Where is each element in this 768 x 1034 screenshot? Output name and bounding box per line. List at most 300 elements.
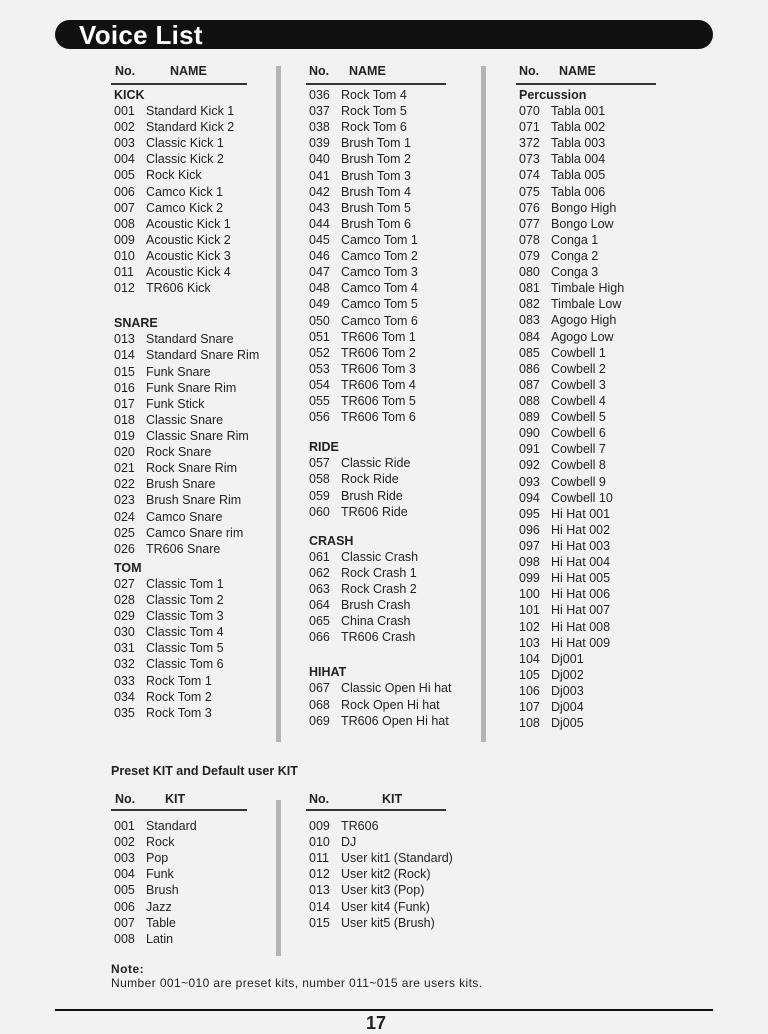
item-name: Hi Hat 008	[551, 619, 611, 634]
section-heading: RIDE	[309, 440, 339, 455]
item-name: Classic Kick 2	[146, 152, 224, 167]
list-item	[309, 151, 451, 167]
item-name: Camco Tom 6	[341, 313, 418, 328]
item-name: Cowbell 10	[551, 490, 613, 505]
item-number: 060	[309, 504, 330, 519]
list-item	[519, 393, 624, 409]
list-item	[114, 200, 259, 216]
list-item	[114, 380, 259, 396]
list-item	[114, 396, 259, 412]
section-heading: HIHAT	[309, 665, 347, 680]
list-item	[519, 345, 624, 361]
list-item	[519, 329, 624, 345]
item-name: Camco Tom 2	[341, 249, 418, 264]
list-item	[114, 216, 259, 232]
footer-rule	[55, 1009, 713, 1011]
item-number: 006	[114, 899, 135, 914]
list-item	[519, 457, 624, 473]
item-name: Rock	[146, 835, 175, 850]
item-number: 074	[519, 168, 540, 183]
col3-header-rule	[516, 83, 656, 85]
item-name: Dj005	[551, 716, 584, 731]
list-item	[309, 296, 451, 312]
list-item	[309, 377, 451, 393]
page-title: Voice List	[79, 20, 203, 50]
item-number: 051	[309, 329, 330, 344]
list-item	[519, 651, 624, 667]
item-number: 098	[519, 555, 540, 570]
item-number: 003	[114, 136, 135, 151]
item-number: 002	[114, 835, 135, 850]
item-number: 006	[114, 184, 135, 199]
item-name: Tabla 006	[551, 184, 606, 199]
item-name: Classic Tom 3	[146, 609, 224, 624]
item-number: 007	[114, 915, 135, 930]
item-number: 054	[309, 377, 330, 392]
item-name: Tabla 001	[551, 104, 606, 118]
item-number: 102	[519, 619, 540, 634]
item-name: Rock Crash 2	[341, 581, 417, 596]
list-item	[309, 135, 451, 151]
item-number: 090	[519, 426, 540, 441]
item-name: Rock Ride	[341, 472, 399, 487]
item-name: Camco Snare	[146, 509, 223, 524]
item-number: 095	[519, 506, 540, 521]
item-number: 005	[114, 168, 135, 183]
item-name: Agogo High	[551, 313, 617, 328]
list-item	[309, 915, 453, 931]
item-number: 013	[114, 332, 135, 347]
item-name: Dj001	[551, 651, 584, 666]
item-name: Classic Snare	[146, 412, 224, 427]
col2-header-rule	[306, 83, 446, 85]
item-number: 066	[309, 630, 330, 645]
item-number: 061	[309, 549, 330, 564]
item-number: 015	[114, 364, 135, 379]
item-number: 004	[114, 867, 135, 882]
item-number: 015	[309, 915, 330, 930]
item-number: 040	[309, 152, 330, 167]
item-number: 059	[309, 488, 330, 503]
item-name: TR606 Tom 1	[341, 329, 416, 344]
list-item	[114, 509, 259, 525]
item-name: Hi Hat 004	[551, 555, 611, 570]
list-item	[309, 216, 451, 232]
list-item	[519, 667, 624, 683]
item-number: 083	[519, 313, 540, 328]
item-name: Brush Snare Rim	[146, 493, 242, 508]
list-item	[309, 393, 451, 409]
item-name: Rock Snare	[146, 445, 212, 460]
list-item	[519, 538, 624, 554]
item-name: Acoustic Kick 1	[146, 216, 231, 231]
item-number: 046	[309, 249, 330, 264]
item-name: Classic Ride	[341, 456, 411, 471]
item-number: 033	[114, 673, 135, 688]
item-number: 013	[309, 883, 330, 898]
item-name: TR606 Tom 4	[341, 377, 416, 392]
list-item	[309, 680, 451, 696]
list-item	[114, 264, 259, 280]
item-name: Classic Tom 2	[146, 592, 224, 607]
column-divider	[481, 66, 486, 742]
list-item	[114, 412, 259, 428]
header-no: No.	[309, 792, 330, 806]
list-item	[114, 248, 259, 264]
item-number: 020	[114, 445, 135, 460]
item-number: 018	[114, 412, 135, 427]
item-number: 063	[309, 581, 330, 596]
item-number: 014	[309, 899, 330, 914]
item-number: 025	[114, 525, 135, 540]
list-item	[309, 361, 451, 377]
item-number: 105	[519, 667, 540, 682]
item-name: Cowbell 4	[551, 393, 606, 408]
item-number: 089	[519, 410, 540, 425]
item-name: Brush Tom 1	[341, 136, 411, 151]
section-heading: TOM	[114, 560, 142, 575]
list-item	[309, 597, 451, 613]
item-name: Jazz	[146, 899, 172, 914]
item-number: 019	[114, 428, 135, 443]
item-name: Funk Snare Rim	[146, 380, 237, 395]
column-divider	[276, 800, 281, 956]
item-name: Dj004	[551, 700, 584, 715]
item-number: 035	[114, 705, 135, 720]
item-name: Brush Tom 4	[341, 184, 411, 199]
item-number: 084	[519, 329, 540, 344]
item-name: Brush	[146, 883, 179, 898]
header-name: NAME	[349, 64, 386, 78]
list-item	[309, 87, 451, 103]
section-heading: SNARE	[114, 316, 158, 331]
item-name: User kit4 (Funk)	[341, 899, 430, 914]
list-item	[309, 866, 453, 882]
header-no: No.	[115, 792, 136, 806]
preset-column-2	[309, 818, 453, 931]
voice-column-2	[309, 87, 451, 729]
item-name: Hi Hat 002	[551, 522, 611, 537]
item-number: 050	[309, 313, 330, 328]
item-number: 055	[309, 394, 330, 409]
item-name: Standard Snare Rim	[146, 348, 260, 363]
list-item	[519, 586, 624, 602]
list-item	[519, 296, 624, 312]
list-item	[114, 103, 259, 119]
item-name: Rock Snare Rim	[146, 461, 237, 476]
item-number: 016	[114, 380, 135, 395]
item-name: Tabla 002	[551, 120, 606, 135]
list-item	[114, 850, 197, 866]
list-item	[114, 866, 197, 882]
item-name: Conga 2	[551, 248, 599, 263]
item-name: Conga 3	[551, 265, 599, 280]
section-heading: CRASH	[309, 533, 354, 548]
item-name: Standard Kick 1	[146, 104, 235, 118]
column-divider	[276, 66, 281, 742]
item-name: Tabla 005	[551, 168, 606, 183]
list-item	[309, 409, 451, 425]
item-number: 028	[114, 592, 135, 607]
list-item	[519, 216, 624, 232]
item-number: 034	[114, 689, 135, 704]
item-number: 009	[309, 819, 330, 833]
list-item	[519, 441, 624, 457]
item-name: Acoustic Kick 3	[146, 248, 231, 263]
item-name: Hi Hat 005	[551, 571, 611, 586]
list-item	[114, 347, 259, 363]
list-item	[309, 248, 451, 264]
item-number: 052	[309, 345, 330, 360]
list-item	[114, 167, 259, 183]
list-item	[519, 425, 624, 441]
item-number: 044	[309, 216, 330, 231]
list-item	[519, 167, 624, 183]
list-item	[309, 103, 451, 119]
item-name: Rock Tom 5	[341, 104, 407, 119]
list-item	[114, 541, 259, 557]
item-number: 003	[114, 851, 135, 866]
item-number: 099	[519, 571, 540, 586]
item-number: 103	[519, 635, 540, 650]
preset-section-title: Preset KIT and Default user KIT	[111, 764, 298, 778]
list-item	[519, 119, 624, 135]
item-number: 107	[519, 700, 540, 715]
list-item	[519, 264, 624, 280]
item-name: TR606 Ride	[341, 504, 408, 519]
item-name: TR606 Tom 6	[341, 410, 416, 425]
item-number: 029	[114, 609, 135, 624]
item-number: 023	[114, 493, 135, 508]
item-name: TR606 Kick	[146, 281, 211, 296]
item-number: 104	[519, 651, 540, 666]
item-name: Rock Tom 1	[146, 673, 212, 688]
item-name: Rock Tom 4	[341, 88, 407, 102]
item-number: 041	[309, 168, 330, 183]
item-number: 082	[519, 297, 540, 312]
item-number: 085	[519, 345, 540, 360]
item-number: 101	[519, 603, 540, 618]
item-name: Camco Tom 3	[341, 265, 418, 280]
item-name: DJ	[341, 835, 357, 850]
list-item	[519, 635, 624, 651]
item-name: Classic Tom 5	[146, 641, 224, 656]
item-name: Rock Kick	[146, 168, 202, 183]
item-name: Acoustic Kick 4	[146, 265, 231, 280]
header-kit: KIT	[382, 792, 403, 806]
header-kit: KIT	[165, 792, 186, 806]
list-item	[519, 683, 624, 699]
item-name: China Crash	[341, 614, 411, 629]
list-item	[519, 280, 624, 296]
item-number: 065	[309, 614, 330, 629]
item-name: Cowbell 8	[551, 458, 606, 473]
item-number: 108	[519, 716, 540, 731]
list-item	[519, 151, 624, 167]
item-name: Rock Tom 6	[341, 120, 407, 135]
item-name: Timbale High	[551, 281, 625, 296]
item-number: 032	[114, 657, 135, 672]
item-number: 008	[114, 216, 135, 231]
item-number: 004	[114, 152, 135, 167]
list-item	[519, 619, 624, 635]
item-name: Classic Snare Rim	[146, 428, 249, 443]
item-name: Rock Crash 1	[341, 565, 417, 580]
list-item	[309, 455, 451, 471]
item-number: 045	[309, 232, 330, 247]
list-item	[309, 200, 451, 216]
list-item	[519, 506, 624, 522]
item-name: Camco Kick 1	[146, 184, 224, 199]
list-item	[114, 525, 259, 541]
list-item	[519, 490, 624, 506]
item-number: 064	[309, 598, 330, 613]
item-number: 026	[114, 541, 135, 556]
list-item	[114, 151, 259, 167]
list-item	[309, 264, 451, 280]
list-item	[519, 715, 624, 731]
list-item	[114, 818, 197, 834]
header-no: No.	[519, 64, 540, 78]
item-name: Hi Hat 003	[551, 538, 611, 553]
item-number: 068	[309, 697, 330, 712]
item-number: 058	[309, 472, 330, 487]
list-item	[309, 713, 451, 729]
item-name: Tabla 003	[551, 136, 606, 151]
list-item	[519, 200, 624, 216]
item-name: Standard Kick 2	[146, 120, 235, 135]
item-number: 079	[519, 248, 540, 263]
item-name: User kit3 (Pop)	[341, 883, 425, 898]
item-name: Acoustic Kick 2	[146, 232, 231, 247]
item-name: Cowbell 1	[551, 345, 606, 360]
list-item	[114, 640, 259, 656]
item-name: Funk	[146, 867, 174, 882]
list-item	[309, 581, 451, 597]
list-item	[114, 184, 259, 200]
item-number: 001	[114, 819, 135, 833]
item-number: 014	[114, 348, 135, 363]
item-number: 030	[114, 625, 135, 640]
note-text: Number 001~010 are preset kits, number 011~015 are users kits.	[111, 976, 483, 990]
item-number: 057	[309, 456, 330, 471]
item-name: Rock Tom 2	[146, 689, 212, 704]
list-item	[114, 444, 259, 460]
list-item	[309, 232, 451, 248]
list-item	[309, 329, 451, 345]
item-name: Bongo Low	[551, 216, 614, 231]
item-number: 011	[309, 851, 329, 866]
list-item	[114, 689, 259, 705]
item-number: 073	[519, 152, 540, 167]
list-item	[114, 656, 259, 672]
item-number: 093	[519, 474, 540, 489]
list-item	[519, 377, 624, 393]
note-title: Note:	[111, 962, 145, 976]
list-item	[309, 168, 451, 184]
list-item	[519, 248, 624, 264]
item-number: 002	[114, 120, 135, 135]
item-name: TR606 Crash	[341, 630, 416, 645]
item-name: Conga 1	[551, 232, 599, 247]
preset-column-1	[114, 818, 197, 947]
item-name: Bongo High	[551, 200, 617, 215]
item-number: 056	[309, 410, 330, 425]
list-item	[309, 834, 453, 850]
list-item	[114, 915, 197, 931]
item-number: 049	[309, 297, 330, 312]
item-number: 001	[114, 104, 135, 118]
item-number: 100	[519, 587, 540, 602]
item-number: 071	[519, 120, 540, 135]
item-number: 086	[519, 361, 540, 376]
item-name: Classic Tom 6	[146, 657, 224, 672]
item-number: 078	[519, 232, 540, 247]
list-item	[309, 471, 451, 487]
item-name: Brush Tom 6	[341, 216, 411, 231]
item-name: Tabla 004	[551, 152, 606, 167]
item-number: 042	[309, 184, 330, 199]
item-name: TR606 Tom 5	[341, 394, 416, 409]
item-number: 010	[309, 835, 330, 850]
item-name: Funk Snare	[146, 364, 211, 379]
list-item	[114, 232, 259, 248]
item-name: TR606 Tom 3	[341, 361, 416, 376]
item-name: Cowbell 2	[551, 361, 606, 376]
item-number: 091	[519, 442, 540, 457]
list-item	[309, 488, 451, 504]
list-item	[309, 119, 451, 135]
item-number: 039	[309, 136, 330, 151]
list-item	[519, 570, 624, 586]
item-number: 043	[309, 200, 330, 215]
item-name: Brush Tom 5	[341, 200, 411, 215]
item-number: 024	[114, 509, 135, 524]
item-name: Cowbell 6	[551, 426, 606, 441]
item-name: Pop	[146, 851, 169, 866]
item-name: Camco Tom 4	[341, 281, 418, 296]
item-number: 009	[114, 232, 135, 247]
item-number: 005	[114, 883, 135, 898]
item-number: 077	[519, 216, 540, 231]
item-name: Cowbell 7	[551, 442, 606, 457]
list-item	[114, 576, 259, 592]
list-item	[114, 931, 197, 947]
item-number: 081	[519, 281, 540, 296]
list-item	[114, 624, 259, 640]
item-name: Camco Tom 5	[341, 297, 418, 312]
item-name: Dj002	[551, 667, 584, 682]
item-name: Brush Ride	[341, 488, 403, 503]
list-item	[309, 899, 453, 915]
list-item	[309, 697, 451, 713]
item-name: Camco Tom 1	[341, 232, 418, 247]
page-number: 17	[366, 1013, 387, 1033]
list-item	[114, 476, 259, 492]
list-item	[519, 554, 624, 570]
list-item	[309, 184, 451, 200]
item-name: User kit2 (Rock)	[341, 867, 431, 882]
list-item	[114, 135, 259, 151]
item-name: Classic Crash	[341, 549, 419, 564]
list-item	[309, 345, 451, 361]
item-number: 094	[519, 490, 540, 505]
item-name: Classic Kick 1	[146, 136, 224, 151]
item-number: 027	[114, 576, 135, 591]
col1-header-rule	[111, 83, 247, 85]
list-item	[309, 850, 453, 866]
list-item	[519, 103, 624, 119]
